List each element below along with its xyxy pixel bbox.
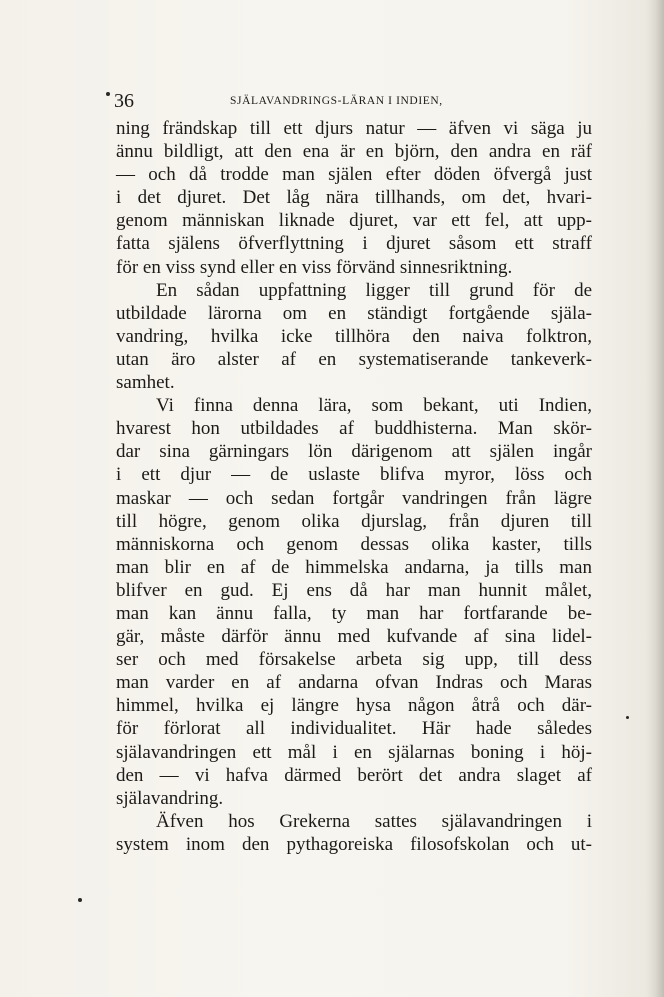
text-line: själavandring. bbox=[116, 787, 224, 809]
text-line: gär, måste därför ännu med kufvande af sina lidel- bbox=[116, 626, 592, 648]
text-line: Vi finna denna lära, som bekant, uti Indien, bbox=[156, 395, 592, 417]
text-line: man blir en af de himmelska andarna, ja tills man bbox=[116, 556, 592, 578]
text-line: för förlorat all individualitet. Här hade således bbox=[116, 718, 592, 740]
text-line: ser och med försakelse arbeta sig upp, till dess bbox=[116, 649, 592, 671]
page-number: 36 bbox=[114, 90, 134, 112]
text-line: man varder en af andarna ofvan Indras och Maras bbox=[116, 672, 592, 694]
text-line: utbildade lärorna om en ständigt fortgående själa- bbox=[116, 302, 592, 324]
text-line: system inom den pythagoreiska filosofskolan och ut- bbox=[116, 833, 592, 855]
text-line: hvarest hon utbildades af buddhisterna. Man skör- bbox=[116, 418, 592, 440]
print-speck bbox=[78, 898, 82, 902]
page-edge-shadow bbox=[646, 0, 664, 997]
text-line: — och då trodde man själen efter döden öfvergå just bbox=[116, 164, 592, 186]
text-line: för en viss synd eller en viss förvänd sinnesriktning. bbox=[116, 256, 513, 278]
text-line: blifver en gud. Ej ens då har man hunnit målet, bbox=[116, 579, 592, 601]
text-line: ännu bildligt, att den ena är en björn, den andra en räf bbox=[116, 141, 592, 163]
text-line: man kan ännu falla, ty man har fortfarande be- bbox=[116, 602, 592, 624]
text-line: En sådan uppfattning ligger till grund för de bbox=[156, 279, 592, 301]
text-line: utan äro alster af en systematiserande tankeverk- bbox=[116, 348, 592, 370]
text-line: själavandringen ett mål i en själarnas boning i höj- bbox=[116, 741, 592, 763]
print-speck bbox=[106, 92, 110, 96]
text-line: i ett djur — de uslaste blifva myror, löss och bbox=[116, 464, 592, 486]
text-line: samhet. bbox=[116, 372, 175, 394]
text-line: ning frändskap till ett djurs natur — äfven vi säga ju bbox=[116, 118, 592, 139]
print-speck bbox=[626, 716, 629, 719]
text-line: i det djuret. Det låg nära tillhands, om det, hvari- bbox=[116, 187, 592, 209]
page-header bbox=[114, 88, 594, 114]
text-line: maskar — och sedan fortgår vandringen från lägre bbox=[116, 487, 592, 509]
text-line: människorna och genom dessas olika kaster, tills bbox=[116, 533, 592, 555]
running-title: SJÄLAVANDRINGS-LÄRAN I INDIEN, bbox=[230, 95, 443, 107]
text-line: genom människan liknade djuret, var ett fel, att upp- bbox=[116, 210, 592, 232]
text-line: till högre, genom olika djurslag, från djuren till bbox=[116, 510, 592, 532]
text-line: den — vi hafva därmed berört det andra slaget af bbox=[116, 764, 592, 786]
text-line: vandring, hvilka icke tillhöra den naiva folktron, bbox=[116, 325, 592, 347]
text-line: fatta själens öfverflyttning i djuret såsom ett straff bbox=[116, 233, 592, 255]
text-line: Äfven hos Grekerna sattes själavandringen i bbox=[156, 810, 592, 832]
body-text bbox=[116, 117, 592, 856]
text-line: dar sina gärningars lön därigenom att själen ingår bbox=[116, 441, 592, 463]
text-line: himmel, hvilka ej längre hysa någon åtrå och där- bbox=[116, 695, 592, 717]
